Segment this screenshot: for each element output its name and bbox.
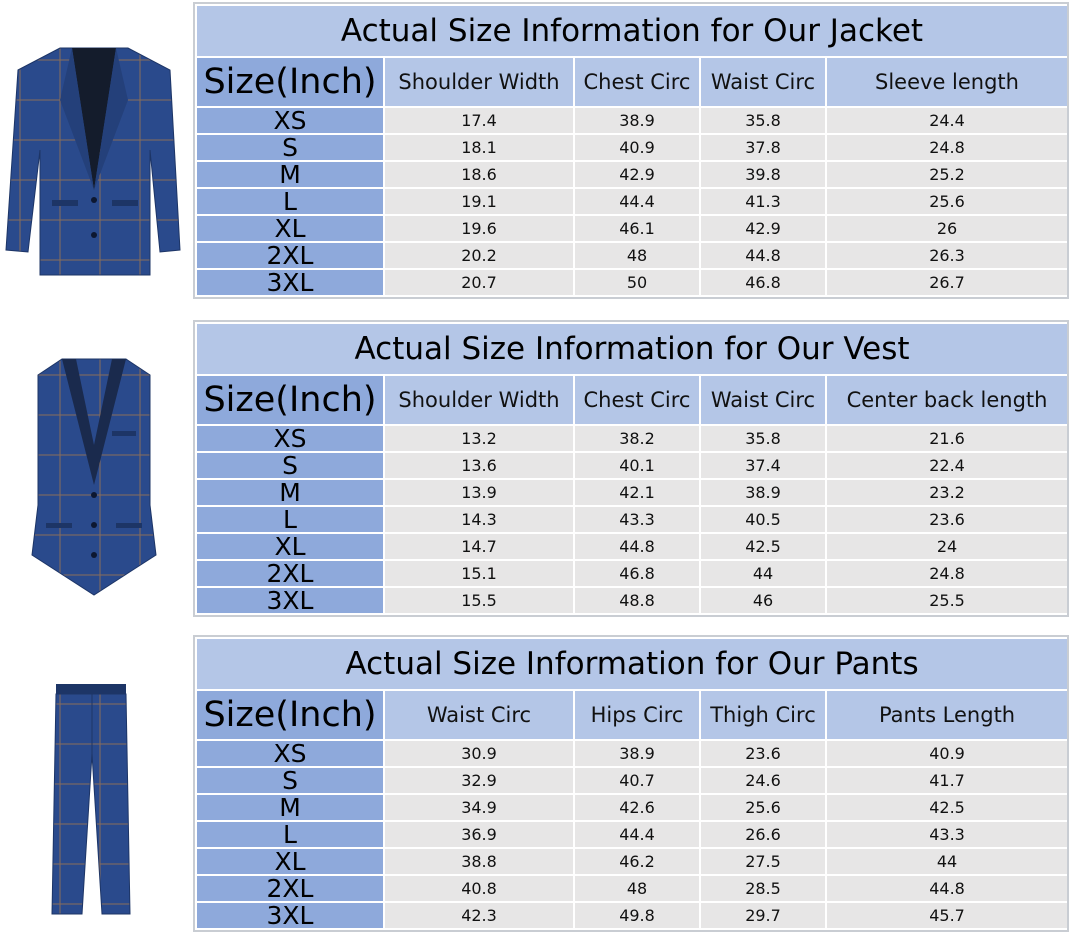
column-header: Chest Circ (574, 57, 700, 107)
jacket-size-table (195, 4, 1067, 297)
column-header: Hips Circ (574, 690, 700, 740)
column-header: Chest Circ (574, 375, 700, 425)
table-cell: 21.6 (826, 425, 1068, 452)
size-column-header: Size(Inch) (196, 690, 384, 740)
table-cell: 38.9 (574, 107, 700, 134)
table-row (196, 242, 1068, 269)
table-cell: 30.9 (384, 740, 574, 767)
table-cell: 38.2 (574, 425, 700, 452)
table-cell: 46.2 (574, 848, 700, 875)
table-row (196, 161, 1068, 188)
table-cell: 42.5 (826, 794, 1068, 821)
table-row (196, 215, 1068, 242)
table-cell: 40.8 (384, 875, 574, 902)
table-row (196, 794, 1068, 821)
table-row (196, 479, 1068, 506)
table-cell: 18.1 (384, 134, 574, 161)
size-label: S (196, 767, 384, 794)
table-cell: 29.7 (700, 902, 826, 929)
column-header: Waist Circ (700, 375, 826, 425)
table-cell: 37.4 (700, 452, 826, 479)
table-cell: 42.1 (574, 479, 700, 506)
table-cell: 39.8 (700, 161, 826, 188)
table-cell: 43.3 (574, 506, 700, 533)
jacket-illustration (0, 40, 188, 280)
table-cell: 25.5 (826, 587, 1068, 614)
table-cell: 15.5 (384, 587, 574, 614)
column-header: Pants Length (826, 690, 1068, 740)
table-row (196, 587, 1068, 614)
table-cell: 24.8 (826, 560, 1068, 587)
table-cell: 19.1 (384, 188, 574, 215)
table-row (196, 452, 1068, 479)
table-cell: 50 (574, 269, 700, 296)
table-cell: 25.6 (826, 188, 1068, 215)
table-row (196, 821, 1068, 848)
table-cell: 44 (700, 560, 826, 587)
table-row (196, 134, 1068, 161)
size-label: 3XL (196, 902, 384, 929)
size-label: S (196, 452, 384, 479)
table-row (196, 767, 1068, 794)
table-cell: 41.3 (700, 188, 826, 215)
column-header: Thigh Circ (700, 690, 826, 740)
table-cell: 42.9 (700, 215, 826, 242)
jacket-table-title: Actual Size Information for Our Jacket (196, 5, 1068, 57)
size-label: M (196, 479, 384, 506)
table-cell: 22.4 (826, 452, 1068, 479)
table-row (196, 269, 1068, 296)
table-cell: 44.4 (574, 821, 700, 848)
table-cell: 44 (826, 848, 1068, 875)
table-cell: 44.8 (826, 875, 1068, 902)
table-cell: 25.2 (826, 161, 1068, 188)
table-cell: 46.8 (574, 560, 700, 587)
table-cell: 35.8 (700, 425, 826, 452)
table-cell: 42.9 (574, 161, 700, 188)
table-cell: 44.8 (574, 533, 700, 560)
table-row (196, 188, 1068, 215)
table-row (196, 560, 1068, 587)
table-cell: 13.6 (384, 452, 574, 479)
table-cell: 34.9 (384, 794, 574, 821)
size-label: 3XL (196, 587, 384, 614)
table-cell: 48 (574, 875, 700, 902)
table-row (196, 740, 1068, 767)
size-label: S (196, 134, 384, 161)
table-cell: 37.8 (700, 134, 826, 161)
table-row (196, 902, 1068, 929)
table-cell: 14.7 (384, 533, 574, 560)
table-cell: 17.4 (384, 107, 574, 134)
size-label: 3XL (196, 269, 384, 296)
table-cell: 23.6 (700, 740, 826, 767)
table-cell: 49.8 (574, 902, 700, 929)
table-cell: 13.9 (384, 479, 574, 506)
table-cell: 42.5 (700, 533, 826, 560)
table-cell: 25.6 (700, 794, 826, 821)
size-label: XS (196, 107, 384, 134)
table-cell: 26.3 (826, 242, 1068, 269)
table-cell: 44.8 (700, 242, 826, 269)
column-header: Shoulder Width (384, 57, 574, 107)
table-cell: 35.8 (700, 107, 826, 134)
size-label: M (196, 794, 384, 821)
vest-illustration (0, 355, 188, 600)
table-cell: 20.7 (384, 269, 574, 296)
vest-table-title: Actual Size Information for Our Vest (196, 323, 1068, 375)
table-cell: 20.2 (384, 242, 574, 269)
table-row (196, 875, 1068, 902)
table-cell: 46 (700, 587, 826, 614)
table-cell: 40.9 (574, 134, 700, 161)
column-header: Waist Circ (700, 57, 826, 107)
table-cell: 24.4 (826, 107, 1068, 134)
vest-size-table (195, 322, 1067, 615)
table-cell: 40.7 (574, 767, 700, 794)
table-row (196, 533, 1068, 560)
size-label: 2XL (196, 875, 384, 902)
size-label: L (196, 821, 384, 848)
table-cell: 24.6 (700, 767, 826, 794)
table-cell: 38.8 (384, 848, 574, 875)
table-cell: 23.6 (826, 506, 1068, 533)
table-cell: 13.2 (384, 425, 574, 452)
table-cell: 46.8 (700, 269, 826, 296)
table-cell: 24 (826, 533, 1068, 560)
table-cell: 40.9 (826, 740, 1068, 767)
size-label: XS (196, 425, 384, 452)
table-cell: 32.9 (384, 767, 574, 794)
table-cell: 48.8 (574, 587, 700, 614)
table-cell: 41.7 (826, 767, 1068, 794)
pants-illustration (0, 684, 188, 919)
table-cell: 26.6 (700, 821, 826, 848)
table-cell: 38.9 (574, 740, 700, 767)
size-label: L (196, 188, 384, 215)
size-label: XL (196, 215, 384, 242)
table-cell: 44.4 (574, 188, 700, 215)
table-cell: 36.9 (384, 821, 574, 848)
pants-table-title: Actual Size Information for Our Pants (196, 638, 1068, 690)
table-cell: 46.1 (574, 215, 700, 242)
table-cell: 19.6 (384, 215, 574, 242)
column-header: Shoulder Width (384, 375, 574, 425)
table-cell: 43.3 (826, 821, 1068, 848)
column-header: Sleeve length (826, 57, 1068, 107)
table-row (196, 107, 1068, 134)
table-row (196, 848, 1068, 875)
table-cell: 18.6 (384, 161, 574, 188)
pants-size-table (195, 637, 1067, 930)
table-cell: 26 (826, 215, 1068, 242)
table-cell: 24.8 (826, 134, 1068, 161)
size-label: XS (196, 740, 384, 767)
size-label: XL (196, 533, 384, 560)
size-label: 2XL (196, 560, 384, 587)
table-cell: 40.5 (700, 506, 826, 533)
table-cell: 27.5 (700, 848, 826, 875)
size-label: L (196, 506, 384, 533)
table-cell: 26.7 (826, 269, 1068, 296)
size-column-header: Size(Inch) (196, 57, 384, 107)
column-header: Center back length (826, 375, 1068, 425)
table-cell: 23.2 (826, 479, 1068, 506)
table-row (196, 425, 1068, 452)
table-cell: 40.1 (574, 452, 700, 479)
size-label: 2XL (196, 242, 384, 269)
table-cell: 42.6 (574, 794, 700, 821)
table-row (196, 506, 1068, 533)
table-cell: 28.5 (700, 875, 826, 902)
table-cell: 45.7 (826, 902, 1068, 929)
table-cell: 42.3 (384, 902, 574, 929)
size-label: M (196, 161, 384, 188)
table-cell: 48 (574, 242, 700, 269)
size-column-header: Size(Inch) (196, 375, 384, 425)
size-label: XL (196, 848, 384, 875)
column-header: Waist Circ (384, 690, 574, 740)
table-cell: 38.9 (700, 479, 826, 506)
table-cell: 15.1 (384, 560, 574, 587)
table-cell: 14.3 (384, 506, 574, 533)
